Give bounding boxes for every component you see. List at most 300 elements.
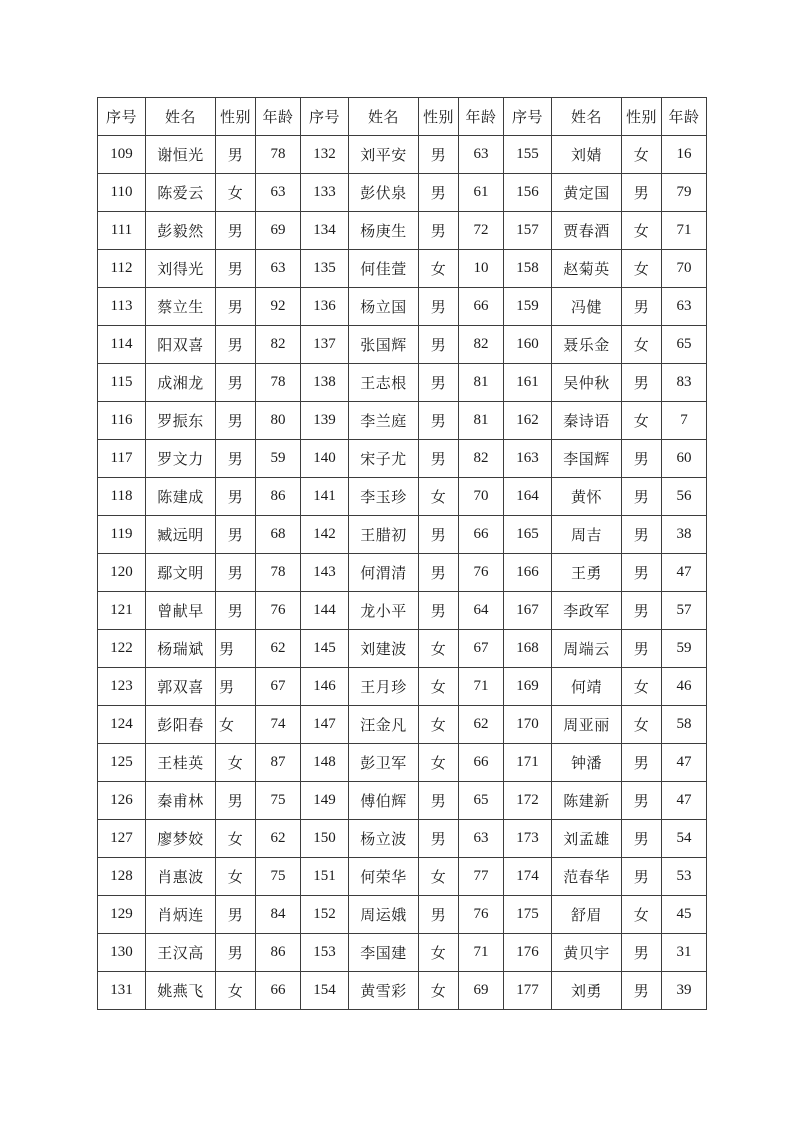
- table-row: [98, 668, 707, 706]
- gender-cell: 男: [419, 326, 459, 364]
- table-row: [98, 782, 707, 820]
- name-cell: 王勇: [552, 554, 622, 592]
- seq-cell: 174: [504, 858, 552, 896]
- name-cell: 秦诗语: [552, 402, 622, 440]
- age-cell: 67: [256, 668, 301, 706]
- name-cell: 蔡立生: [146, 288, 216, 326]
- age-cell: 59: [256, 440, 301, 478]
- gender-cell: 男: [622, 630, 662, 668]
- seq-cell: 140: [301, 440, 349, 478]
- gender-cell: 男: [419, 402, 459, 440]
- name-cell: 李国建: [349, 934, 419, 972]
- age-cell: 45: [662, 896, 707, 934]
- seq-cell: 120: [98, 554, 146, 592]
- seq-cell: 127: [98, 820, 146, 858]
- name-cell: 宋子尤: [349, 440, 419, 478]
- name-cell: 成湘龙: [146, 364, 216, 402]
- age-cell: 65: [662, 326, 707, 364]
- age-cell: 63: [256, 250, 301, 288]
- name-cell: 刘勇: [552, 972, 622, 1010]
- name-cell: 陈建成: [146, 478, 216, 516]
- gender-cell: 男: [216, 250, 256, 288]
- age-cell: 69: [256, 212, 301, 250]
- age-cell: 16: [662, 136, 707, 174]
- name-cell: 李兰庭: [349, 402, 419, 440]
- seq-cell: 109: [98, 136, 146, 174]
- name-cell: 王志根: [349, 364, 419, 402]
- name-cell: 黄雪彩: [349, 972, 419, 1010]
- seq-cell: 134: [301, 212, 349, 250]
- seq-cell: 162: [504, 402, 552, 440]
- name-cell: 张国辉: [349, 326, 419, 364]
- seq-cell: 135: [301, 250, 349, 288]
- name-cell: 周吉: [552, 516, 622, 554]
- seq-cell: 164: [504, 478, 552, 516]
- name-cell: 何渭清: [349, 554, 419, 592]
- age-cell: 92: [256, 288, 301, 326]
- name-cell: 王汉高: [146, 934, 216, 972]
- gender-cell: 男: [622, 858, 662, 896]
- gender-cell: 男: [622, 364, 662, 402]
- age-cell: 66: [459, 744, 504, 782]
- age-cell: 61: [459, 174, 504, 212]
- seq-cell: 137: [301, 326, 349, 364]
- seq-cell: 119: [98, 516, 146, 554]
- table-body: [98, 136, 707, 1010]
- header-cell-age: 年龄: [662, 98, 707, 136]
- age-cell: 53: [662, 858, 707, 896]
- age-cell: 47: [662, 782, 707, 820]
- seq-cell: 114: [98, 326, 146, 364]
- seq-cell: 172: [504, 782, 552, 820]
- gender-cell: 男: [622, 516, 662, 554]
- age-cell: 76: [256, 592, 301, 630]
- gender-cell: 男: [419, 554, 459, 592]
- gender-cell: 男: [216, 896, 256, 934]
- gender-cell: 男: [419, 440, 459, 478]
- table-row: [98, 744, 707, 782]
- table-row: [98, 402, 707, 440]
- gender-cell: 女: [622, 706, 662, 744]
- age-cell: 71: [662, 212, 707, 250]
- seq-cell: 151: [301, 858, 349, 896]
- gender-cell: 女: [622, 212, 662, 250]
- seq-cell: 169: [504, 668, 552, 706]
- gender-cell: 女: [216, 820, 256, 858]
- name-cell: 聂乐金: [552, 326, 622, 364]
- name-cell: 肖惠波: [146, 858, 216, 896]
- name-cell: 黄怀: [552, 478, 622, 516]
- gender-cell: 男: [622, 288, 662, 326]
- age-cell: 80: [256, 402, 301, 440]
- seq-cell: 126: [98, 782, 146, 820]
- seq-cell: 160: [504, 326, 552, 364]
- table-row: [98, 972, 707, 1010]
- name-cell: 周端云: [552, 630, 622, 668]
- age-cell: 76: [459, 554, 504, 592]
- age-cell: 86: [256, 934, 301, 972]
- age-cell: 47: [662, 744, 707, 782]
- name-cell: 鄢文明: [146, 554, 216, 592]
- name-cell: 贾春酒: [552, 212, 622, 250]
- age-cell: 70: [459, 478, 504, 516]
- name-cell: 何荣华: [349, 858, 419, 896]
- header-cell-name: 姓名: [146, 98, 216, 136]
- gender-cell: 男: [622, 174, 662, 212]
- name-cell: 何佳萱: [349, 250, 419, 288]
- header-cell-seq: 序号: [504, 98, 552, 136]
- gender-cell: 男: [216, 288, 256, 326]
- gender-cell: 女: [419, 706, 459, 744]
- name-cell: 刘得光: [146, 250, 216, 288]
- age-cell: 78: [256, 136, 301, 174]
- seq-cell: 159: [504, 288, 552, 326]
- table-row: [98, 326, 707, 364]
- gender-cell: 男: [216, 668, 256, 706]
- age-cell: 71: [459, 668, 504, 706]
- gender-cell: 男: [622, 478, 662, 516]
- gender-cell: 男: [216, 934, 256, 972]
- gender-cell: 男: [419, 174, 459, 212]
- table-row: [98, 858, 707, 896]
- name-cell: 杨瑞斌: [146, 630, 216, 668]
- name-cell: 阳双喜: [146, 326, 216, 364]
- age-cell: 65: [459, 782, 504, 820]
- table-row: [98, 212, 707, 250]
- seq-cell: 148: [301, 744, 349, 782]
- name-cell: 杨庚生: [349, 212, 419, 250]
- gender-cell: 女: [622, 136, 662, 174]
- age-cell: 84: [256, 896, 301, 934]
- name-cell: 臧远明: [146, 516, 216, 554]
- seq-cell: 118: [98, 478, 146, 516]
- seq-cell: 166: [504, 554, 552, 592]
- table-row: [98, 934, 707, 972]
- table-row: [98, 250, 707, 288]
- gender-cell: 男: [419, 516, 459, 554]
- gender-cell: 女: [419, 250, 459, 288]
- gender-cell: 男: [216, 630, 256, 668]
- seq-cell: 161: [504, 364, 552, 402]
- name-cell: 周运娥: [349, 896, 419, 934]
- seq-cell: 129: [98, 896, 146, 934]
- age-cell: 75: [256, 858, 301, 896]
- gender-cell: 女: [622, 326, 662, 364]
- age-cell: 76: [459, 896, 504, 934]
- seq-cell: 141: [301, 478, 349, 516]
- name-cell: 谢恒光: [146, 136, 216, 174]
- seq-cell: 132: [301, 136, 349, 174]
- name-cell: 陈爱云: [146, 174, 216, 212]
- name-cell: 钟潘: [552, 744, 622, 782]
- seq-cell: 131: [98, 972, 146, 1010]
- name-cell: 陈建新: [552, 782, 622, 820]
- header-cell-seq: 序号: [301, 98, 349, 136]
- header-row: [98, 98, 707, 136]
- gender-cell: 女: [216, 858, 256, 896]
- table-row: [98, 706, 707, 744]
- age-cell: 58: [662, 706, 707, 744]
- age-cell: 7: [662, 402, 707, 440]
- age-cell: 63: [662, 288, 707, 326]
- age-cell: 57: [662, 592, 707, 630]
- name-cell: 冯健: [552, 288, 622, 326]
- gender-cell: 女: [216, 744, 256, 782]
- seq-cell: 146: [301, 668, 349, 706]
- gender-cell: 男: [622, 440, 662, 478]
- name-cell: 李玉珍: [349, 478, 419, 516]
- age-cell: 63: [459, 820, 504, 858]
- gender-cell: 女: [419, 858, 459, 896]
- name-cell: 罗文力: [146, 440, 216, 478]
- header-cell-gender: 性别: [216, 98, 256, 136]
- gender-cell: 女: [622, 896, 662, 934]
- age-cell: 71: [459, 934, 504, 972]
- name-cell: 曾献早: [146, 592, 216, 630]
- gender-cell: 女: [419, 934, 459, 972]
- gender-cell: 女: [622, 402, 662, 440]
- gender-cell: 男: [216, 326, 256, 364]
- table-row: [98, 592, 707, 630]
- name-cell: 刘建波: [349, 630, 419, 668]
- seq-cell: 143: [301, 554, 349, 592]
- name-cell: 赵菊英: [552, 250, 622, 288]
- gender-cell: 男: [419, 364, 459, 402]
- header-cell-gender: 性别: [622, 98, 662, 136]
- seq-cell: 176: [504, 934, 552, 972]
- age-cell: 31: [662, 934, 707, 972]
- age-cell: 72: [459, 212, 504, 250]
- gender-cell: 男: [622, 782, 662, 820]
- age-cell: 54: [662, 820, 707, 858]
- age-cell: 10: [459, 250, 504, 288]
- gender-cell: 男: [216, 782, 256, 820]
- seq-cell: 175: [504, 896, 552, 934]
- age-cell: 74: [256, 706, 301, 744]
- gender-cell: 女: [216, 972, 256, 1010]
- age-cell: 77: [459, 858, 504, 896]
- seq-cell: 130: [98, 934, 146, 972]
- seq-cell: 158: [504, 250, 552, 288]
- name-cell: 吴仲秋: [552, 364, 622, 402]
- name-cell: 王月珍: [349, 668, 419, 706]
- seq-cell: 128: [98, 858, 146, 896]
- seq-cell: 154: [301, 972, 349, 1010]
- gender-cell: 男: [419, 288, 459, 326]
- name-cell: 李国辉: [552, 440, 622, 478]
- age-cell: 39: [662, 972, 707, 1010]
- name-cell: 周亚丽: [552, 706, 622, 744]
- age-cell: 66: [459, 288, 504, 326]
- name-cell: 黄贝宇: [552, 934, 622, 972]
- age-cell: 63: [256, 174, 301, 212]
- table-row: [98, 896, 707, 934]
- header-cell-gender: 性别: [419, 98, 459, 136]
- name-cell: 彭毅然: [146, 212, 216, 250]
- seq-cell: 168: [504, 630, 552, 668]
- table-row: [98, 516, 707, 554]
- age-cell: 62: [256, 630, 301, 668]
- gender-cell: 男: [622, 592, 662, 630]
- table-row: [98, 630, 707, 668]
- name-cell: 杨立国: [349, 288, 419, 326]
- gender-cell: 女: [622, 668, 662, 706]
- seq-cell: 144: [301, 592, 349, 630]
- gender-cell: 女: [419, 630, 459, 668]
- gender-cell: 女: [419, 668, 459, 706]
- table-row: [98, 288, 707, 326]
- seq-cell: 152: [301, 896, 349, 934]
- gender-cell: 女: [216, 706, 256, 744]
- gender-cell: 女: [419, 972, 459, 1010]
- seq-cell: 116: [98, 402, 146, 440]
- age-cell: 70: [662, 250, 707, 288]
- age-cell: 62: [459, 706, 504, 744]
- age-cell: 86: [256, 478, 301, 516]
- seq-cell: 145: [301, 630, 349, 668]
- gender-cell: 男: [419, 896, 459, 934]
- age-cell: 87: [256, 744, 301, 782]
- seq-cell: 155: [504, 136, 552, 174]
- header-cell-age: 年龄: [459, 98, 504, 136]
- seq-cell: 147: [301, 706, 349, 744]
- name-cell: 王桂英: [146, 744, 216, 782]
- age-cell: 79: [662, 174, 707, 212]
- gender-cell: 男: [216, 136, 256, 174]
- age-cell: 82: [459, 326, 504, 364]
- age-cell: 75: [256, 782, 301, 820]
- name-cell: 肖炳连: [146, 896, 216, 934]
- seq-cell: 110: [98, 174, 146, 212]
- header-cell-name: 姓名: [552, 98, 622, 136]
- seq-cell: 121: [98, 592, 146, 630]
- name-cell: 彭伏泉: [349, 174, 419, 212]
- age-cell: 38: [662, 516, 707, 554]
- name-cell: 王腊初: [349, 516, 419, 554]
- gender-cell: 男: [216, 478, 256, 516]
- age-cell: 63: [459, 136, 504, 174]
- seq-cell: 112: [98, 250, 146, 288]
- seq-cell: 138: [301, 364, 349, 402]
- name-cell: 汪金凡: [349, 706, 419, 744]
- table-row: [98, 174, 707, 212]
- gender-cell: 男: [419, 136, 459, 174]
- seq-cell: 123: [98, 668, 146, 706]
- header-cell-seq: 序号: [98, 98, 146, 136]
- gender-cell: 男: [622, 972, 662, 1010]
- seq-cell: 111: [98, 212, 146, 250]
- seq-cell: 163: [504, 440, 552, 478]
- name-cell: 舒眉: [552, 896, 622, 934]
- gender-cell: 男: [216, 516, 256, 554]
- age-cell: 67: [459, 630, 504, 668]
- table-row: [98, 440, 707, 478]
- gender-cell: 女: [419, 478, 459, 516]
- gender-cell: 男: [622, 934, 662, 972]
- table-row: [98, 478, 707, 516]
- gender-cell: 男: [216, 364, 256, 402]
- name-cell: 傅伯辉: [349, 782, 419, 820]
- name-cell: 彭阳春: [146, 706, 216, 744]
- name-cell: 刘婧: [552, 136, 622, 174]
- gender-cell: 男: [419, 820, 459, 858]
- seq-cell: 115: [98, 364, 146, 402]
- gender-cell: 男: [216, 212, 256, 250]
- header-cell-name: 姓名: [349, 98, 419, 136]
- gender-cell: 男: [216, 592, 256, 630]
- roster-table: [97, 97, 707, 1010]
- seq-cell: 173: [504, 820, 552, 858]
- seq-cell: 156: [504, 174, 552, 212]
- gender-cell: 男: [622, 820, 662, 858]
- seq-cell: 117: [98, 440, 146, 478]
- name-cell: 李政军: [552, 592, 622, 630]
- age-cell: 78: [256, 364, 301, 402]
- seq-cell: 153: [301, 934, 349, 972]
- table-row: [98, 136, 707, 174]
- gender-cell: 男: [216, 440, 256, 478]
- age-cell: 66: [256, 972, 301, 1010]
- age-cell: 64: [459, 592, 504, 630]
- table-row: [98, 364, 707, 402]
- name-cell: 龙小平: [349, 592, 419, 630]
- age-cell: 69: [459, 972, 504, 1010]
- name-cell: 秦甫林: [146, 782, 216, 820]
- age-cell: 47: [662, 554, 707, 592]
- age-cell: 82: [256, 326, 301, 364]
- age-cell: 81: [459, 402, 504, 440]
- name-cell: 廖梦姣: [146, 820, 216, 858]
- seq-cell: 157: [504, 212, 552, 250]
- gender-cell: 男: [622, 554, 662, 592]
- age-cell: 46: [662, 668, 707, 706]
- seq-cell: 139: [301, 402, 349, 440]
- age-cell: 66: [459, 516, 504, 554]
- seq-cell: 177: [504, 972, 552, 1010]
- seq-cell: 136: [301, 288, 349, 326]
- header-cell-age: 年龄: [256, 98, 301, 136]
- table-row: [98, 554, 707, 592]
- seq-cell: 171: [504, 744, 552, 782]
- seq-cell: 133: [301, 174, 349, 212]
- gender-cell: 男: [419, 782, 459, 820]
- gender-cell: 女: [216, 174, 256, 212]
- age-cell: 81: [459, 364, 504, 402]
- age-cell: 62: [256, 820, 301, 858]
- seq-cell: 124: [98, 706, 146, 744]
- gender-cell: 女: [622, 250, 662, 288]
- name-cell: 何靖: [552, 668, 622, 706]
- seq-cell: 122: [98, 630, 146, 668]
- name-cell: 彭卫军: [349, 744, 419, 782]
- age-cell: 59: [662, 630, 707, 668]
- seq-cell: 170: [504, 706, 552, 744]
- name-cell: 郭双喜: [146, 668, 216, 706]
- age-cell: 82: [459, 440, 504, 478]
- name-cell: 罗振东: [146, 402, 216, 440]
- name-cell: 姚燕飞: [146, 972, 216, 1010]
- seq-cell: 113: [98, 288, 146, 326]
- gender-cell: 女: [419, 744, 459, 782]
- seq-cell: 125: [98, 744, 146, 782]
- seq-cell: 149: [301, 782, 349, 820]
- seq-cell: 167: [504, 592, 552, 630]
- name-cell: 刘平安: [349, 136, 419, 174]
- gender-cell: 男: [216, 402, 256, 440]
- age-cell: 68: [256, 516, 301, 554]
- gender-cell: 男: [622, 744, 662, 782]
- age-cell: 60: [662, 440, 707, 478]
